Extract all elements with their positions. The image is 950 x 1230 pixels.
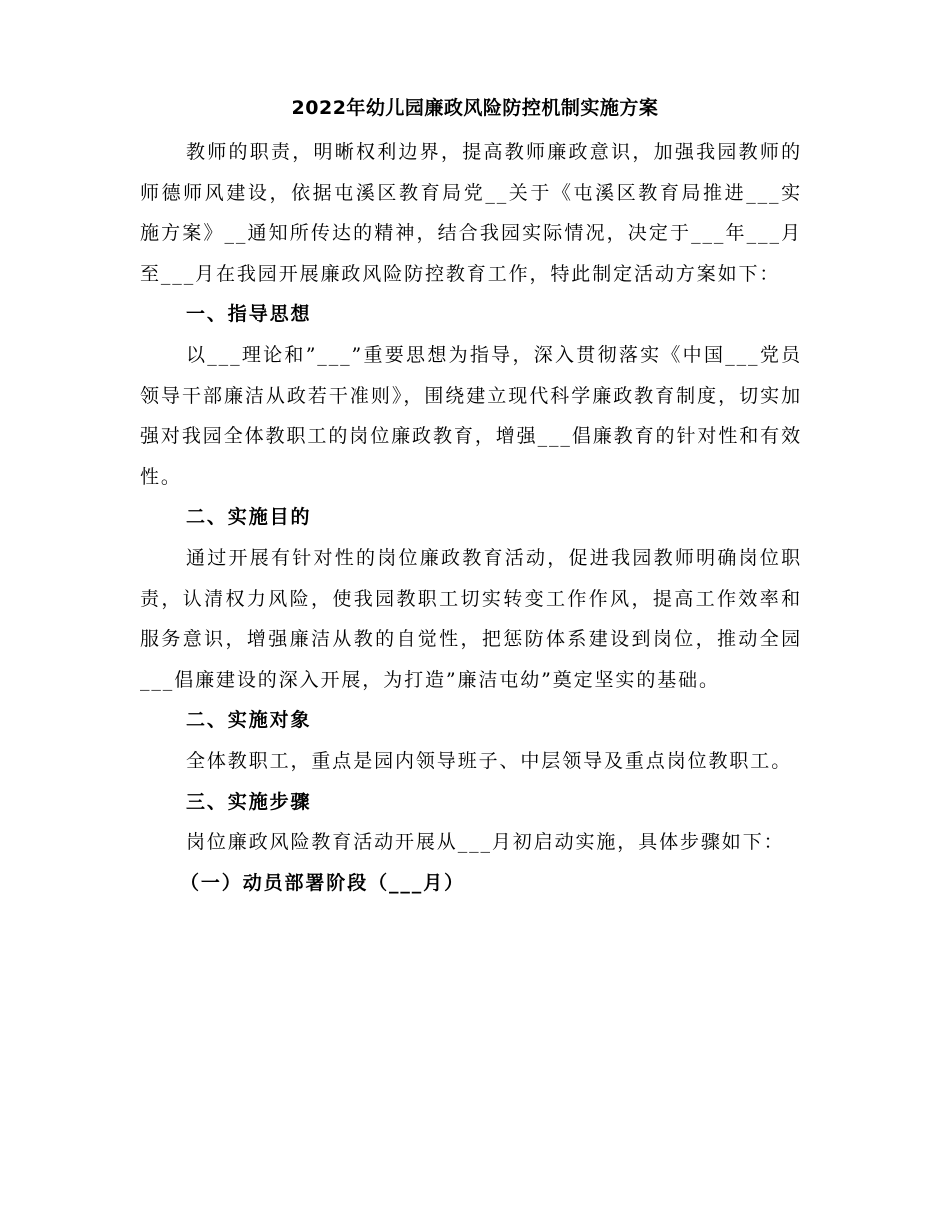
section-heading-steps: 三、实施步骤 (186, 790, 312, 813)
section-paragraph-guiding-ideology: 以___理论和”___”重要思想为指导，深入贯彻落实《中国___党员领导干部廉洁从政若干准则》，围绕建立现代科学廉政教育制度，切实加强对我园全体教职工的岗位廉政教育，增强___倡廉教育的针对性和有效性。 (140, 343, 802, 488)
document-body (140, 132, 802, 903)
section-heading-purpose: 二、实施目的 (186, 506, 312, 529)
subheading-mobilization-stage: （一）动员部署阶段（___月） (180, 871, 466, 894)
document-title: 2022年幼儿园廉政风险防控机制实施方案 (291, 97, 659, 119)
intro-paragraph: 教师的职责，明晰权利边界，提高教师廉政意识，加强我园教师的师德师风建设，依据屯溪区教育局党__关于《屯溪区教育局推进___实施方案》__通知所传达的精神，结合我园实际情况，决定于___年___月至___月在我园开展廉政风险防控教育工作，特此制定活动方案如下： (140, 141, 802, 285)
section-paragraph-steps: 岗位廉政风险教育活动开展从___月初启动实施，具体步骤如下： (186, 831, 785, 854)
section-heading-guiding-ideology: 一、指导思想 (186, 303, 312, 326)
section-heading-target: 二、实施对象 (186, 709, 312, 732)
section-paragraph-target: 全体教职工，重点是园内领导班子、中层领导及重点岗位教职工。 (186, 749, 793, 772)
section-paragraph-purpose: 通过开展有针对性的岗位廉政教育活动，促进我园教师明确岗位职责，认清权力风险，使我园教职工切实转变工作作风，提高工作效率和服务意识，增强廉洁从教的自觉性，把惩防体系建设到岗位，推动全园___倡廉建设的深入开展，为打造”廉洁屯幼”奠定坚实的基础。 (140, 546, 802, 691)
